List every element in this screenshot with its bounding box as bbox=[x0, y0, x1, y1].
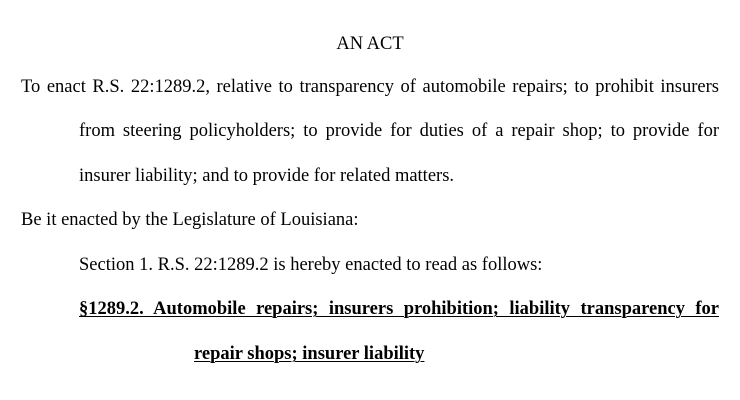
title-line-1: To enact R.S. 22:1289.2, relative to transparency of automobile repairs; to prohibit insurers bbox=[21, 77, 719, 97]
act-heading: AN ACT bbox=[336, 34, 404, 54]
section-heading-line-2: repair shops; insurer liability bbox=[194, 344, 425, 364]
title-line-3: insurer liability; and to provide for related matters. bbox=[79, 166, 455, 186]
section-heading-line-1: §1289.2. Automobile repairs; insurers prohibition; liability transparency for bbox=[79, 299, 719, 319]
title-line-2: from steering policyholders; to provide for duties of a repair shop; to provide for bbox=[79, 121, 719, 141]
section-intro: Section 1. R.S. 22:1289.2 is hereby enacted to read as follows: bbox=[79, 255, 543, 275]
enacting-clause: Be it enacted by the Legislature of Louisiana: bbox=[21, 210, 359, 230]
